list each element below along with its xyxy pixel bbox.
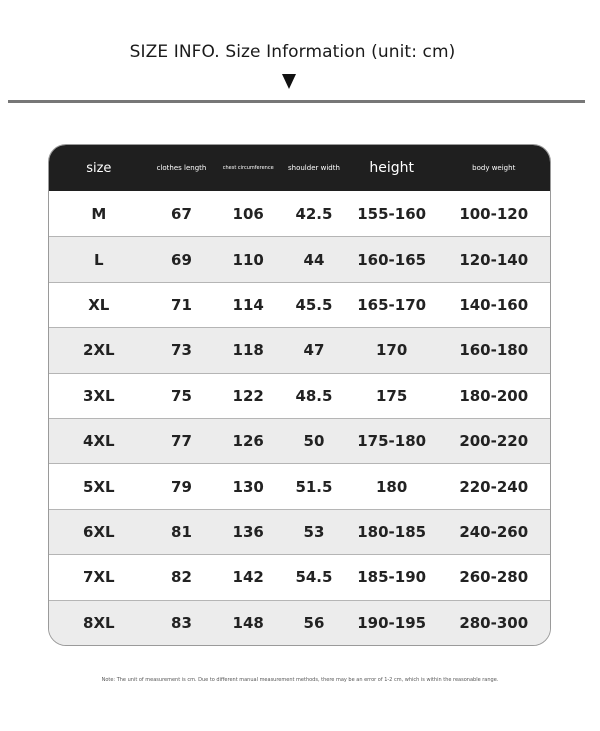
cell-body-weight: 180-200 (459, 386, 529, 405)
down-arrow-icon (282, 74, 296, 89)
size-table (48, 144, 551, 646)
cell-height: 155-160 (357, 204, 427, 223)
header-chest-circumference: chest circumference (222, 165, 274, 171)
cell-clothes-length: 79 (171, 477, 192, 496)
cell-body-weight: 100-120 (459, 204, 529, 223)
table-header-row (49, 145, 550, 191)
cell-size: 4XL (83, 432, 115, 451)
cell-chest: 126 (232, 432, 264, 451)
divider (8, 100, 585, 103)
cell-height: 180 (375, 477, 408, 496)
cell-shoulder-width: 44 (303, 250, 325, 269)
cell-shoulder-width: 42.5 (295, 204, 333, 223)
cell-height: 170 (375, 341, 408, 360)
cell-body-weight: 280-300 (459, 613, 529, 632)
cell-body-weight: 120-140 (459, 250, 529, 269)
cell-shoulder-width: 51.5 (295, 477, 333, 496)
cell-chest: 122 (232, 386, 264, 405)
cell-shoulder-width: 47 (303, 341, 325, 360)
cell-height: 175 (375, 386, 408, 405)
cell-shoulder-width: 50 (303, 432, 325, 451)
cell-clothes-length: 81 (171, 522, 192, 541)
cell-body-weight: 200-220 (459, 432, 529, 451)
cell-height: 185-190 (357, 568, 427, 587)
cell-clothes-length: 77 (171, 432, 192, 451)
table-row (49, 509, 550, 554)
cell-size: 5XL (83, 477, 115, 496)
cell-size: 7XL (83, 568, 115, 587)
cell-chest: 142 (232, 568, 264, 587)
cell-shoulder-width: 54.5 (295, 568, 333, 587)
cell-chest: 118 (232, 341, 264, 360)
table-row (49, 600, 550, 645)
header-clothes-length: clothes length (156, 164, 207, 172)
table-row (49, 191, 550, 236)
cell-chest: 114 (232, 295, 264, 314)
table-row (49, 327, 550, 372)
cell-size: 3XL (83, 386, 115, 405)
cell-body-weight: 160-180 (459, 341, 529, 360)
cell-size: 8XL (83, 613, 115, 632)
cell-chest: 136 (232, 522, 264, 541)
table-row (49, 373, 550, 418)
cell-body-weight: 260-280 (459, 568, 529, 587)
cell-clothes-length: 69 (171, 250, 192, 269)
table-row (49, 554, 550, 599)
cell-size: L (94, 250, 104, 269)
page-title: SIZE INFO. Size Information (unit: cm) (129, 42, 456, 62)
cell-chest: 110 (232, 250, 264, 269)
cell-size: 2XL (83, 341, 115, 360)
cell-chest: 130 (232, 477, 264, 496)
cell-height: 180-185 (357, 522, 427, 541)
cell-height: 165-170 (357, 295, 427, 314)
cell-chest: 148 (232, 613, 264, 632)
cell-shoulder-width: 53 (303, 522, 325, 541)
cell-body-weight: 140-160 (459, 295, 529, 314)
cell-clothes-length: 71 (171, 295, 192, 314)
cell-chest: 106 (232, 204, 264, 223)
cell-height: 160-165 (357, 250, 427, 269)
table-row (49, 418, 550, 463)
cell-height: 190-195 (357, 613, 427, 632)
cell-shoulder-width: 56 (303, 613, 325, 632)
table-body (49, 191, 550, 645)
table-row (49, 282, 550, 327)
cell-clothes-length: 82 (171, 568, 192, 587)
cell-size: XL (88, 295, 110, 314)
cell-shoulder-width: 48.5 (295, 386, 333, 405)
table-row (49, 463, 550, 508)
cell-clothes-length: 73 (171, 341, 192, 360)
header-shoulder-width: shoulder width (288, 164, 340, 172)
cell-body-weight: 220-240 (459, 477, 529, 496)
table-row (49, 236, 550, 281)
header-height: height (369, 160, 414, 176)
cell-clothes-length: 83 (171, 613, 192, 632)
cell-shoulder-width: 45.5 (295, 295, 333, 314)
cell-size: M (91, 204, 107, 223)
cell-size: 6XL (83, 522, 115, 541)
measurement-note: Note: The unit of measurement is cm. Due to different manual measurement methods, there may be an error of 1-2 cm, which is within the reasonable range. (101, 677, 499, 683)
cell-body-weight: 240-260 (459, 522, 529, 541)
cell-height: 175-180 (357, 432, 427, 451)
cell-clothes-length: 75 (171, 386, 192, 405)
header-body-weight: body weight (472, 164, 516, 172)
header-size: size (86, 160, 112, 176)
cell-clothes-length: 67 (171, 204, 192, 223)
